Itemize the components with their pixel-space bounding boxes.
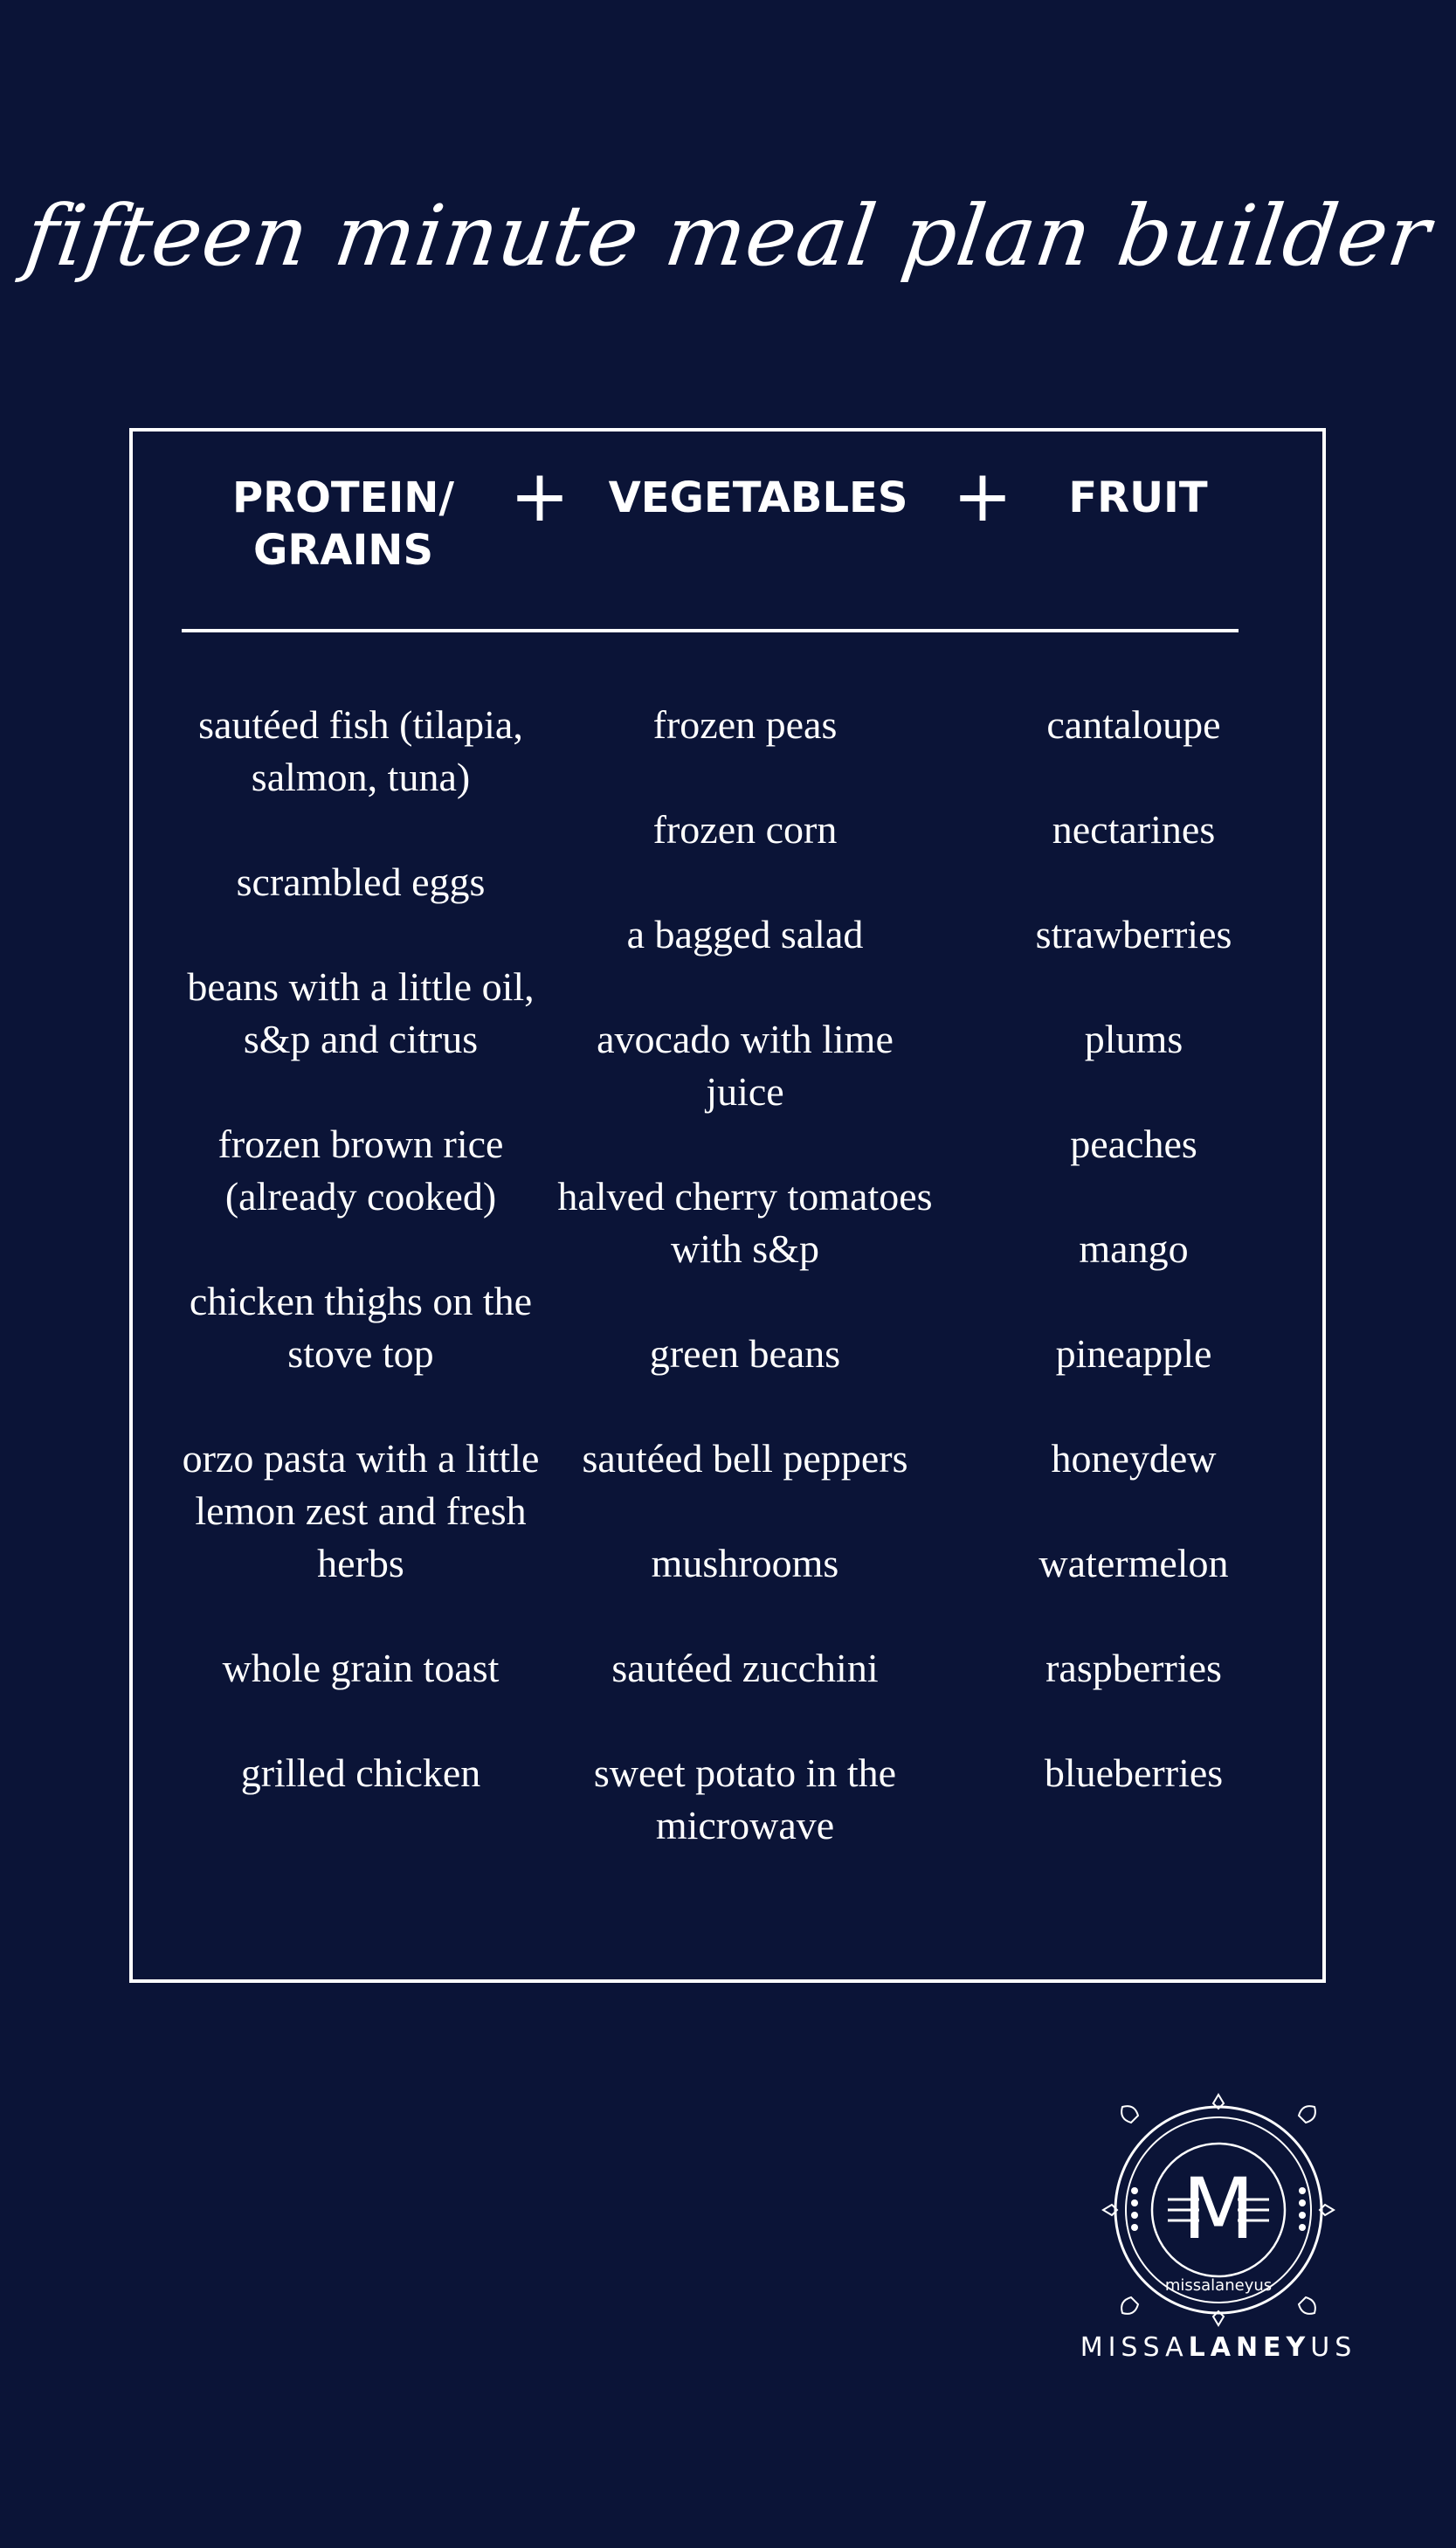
plus-sign-2: + — [952, 455, 1013, 538]
list-item: sweet potato in the microwave — [593, 1750, 897, 1847]
missalaneyus-logo — [1096, 2088, 1341, 2332]
plus-sign-1: + — [509, 455, 570, 538]
list-item: mango — [1079, 1226, 1189, 1271]
list-item: sautéed zucchini — [611, 1646, 879, 1690]
list-item: orzo pasta with a little lemon zest and fresh herbs — [182, 1436, 540, 1585]
list-item: green beans — [649, 1331, 841, 1376]
fruit-list — [937, 699, 1330, 1852]
vegetables-list — [553, 699, 937, 1904]
brand-part-2: LANEY — [1188, 2332, 1311, 2363]
list-item: frozen corn — [652, 807, 838, 852]
logo-ring-text: missalaneyus — [1164, 2276, 1273, 2295]
logo-monogram: M — [1182, 2160, 1255, 2258]
logo-scroll-top-left — [1121, 2106, 1138, 2123]
list-item: frozen brown rice (already cooked) — [217, 1122, 504, 1219]
list-item: watermelon — [1039, 1541, 1229, 1585]
brand-part-3: US — [1310, 2332, 1357, 2363]
logo-scroll-bottom-right — [1299, 2297, 1315, 2314]
list-item: scrambled eggs — [236, 860, 486, 904]
list-item: avocado with lime juice — [597, 1017, 894, 1114]
list-item: honeydew — [1051, 1436, 1217, 1481]
list-item: chicken thighs on the stove top — [189, 1279, 533, 1376]
list-item: plums — [1084, 1017, 1183, 1061]
logo-scroll-bottom-left — [1121, 2297, 1138, 2314]
protein-grains-list — [169, 699, 553, 1852]
header-vegetables: VEGETABLES — [608, 473, 908, 522]
list-item: halved cherry tomatoes with s&p — [557, 1174, 933, 1271]
list-item: beans with a little oil, s&p and citrus — [187, 964, 535, 1061]
list-item: frozen peas — [652, 702, 838, 747]
brand-name — [1044, 2332, 1393, 2363]
list-item: sautéed bell peppers — [582, 1436, 908, 1481]
header-protein-line2: GRAINS — [252, 526, 434, 575]
header-protein-grains — [204, 472, 483, 577]
brand-part-1: MISSA — [1080, 2332, 1189, 2363]
list-item: raspberries — [1045, 1646, 1222, 1690]
logo-scroll-top-right — [1299, 2106, 1315, 2123]
list-item: whole grain toast — [222, 1646, 500, 1690]
list-item: blueberries — [1044, 1750, 1224, 1795]
page-title: fifteen minute meal plan builder — [19, 187, 1437, 285]
list-item: peaches — [1070, 1122, 1197, 1166]
list-item: nectarines — [1052, 807, 1216, 852]
list-item: grilled chicken — [240, 1750, 481, 1795]
header-protein-line1: PROTEIN/ — [231, 473, 455, 522]
list-item: sautéed fish (tilapia, salmon, tuna) — [198, 702, 523, 799]
list-item: cantaloupe — [1046, 702, 1221, 747]
header-fruit: FRUIT — [1068, 473, 1208, 522]
header-divider — [182, 629, 1239, 632]
list-item: a bagged salad — [626, 912, 864, 956]
list-item: mushrooms — [651, 1541, 839, 1585]
list-item: strawberries — [1035, 912, 1232, 956]
list-item: pineapple — [1055, 1331, 1212, 1376]
